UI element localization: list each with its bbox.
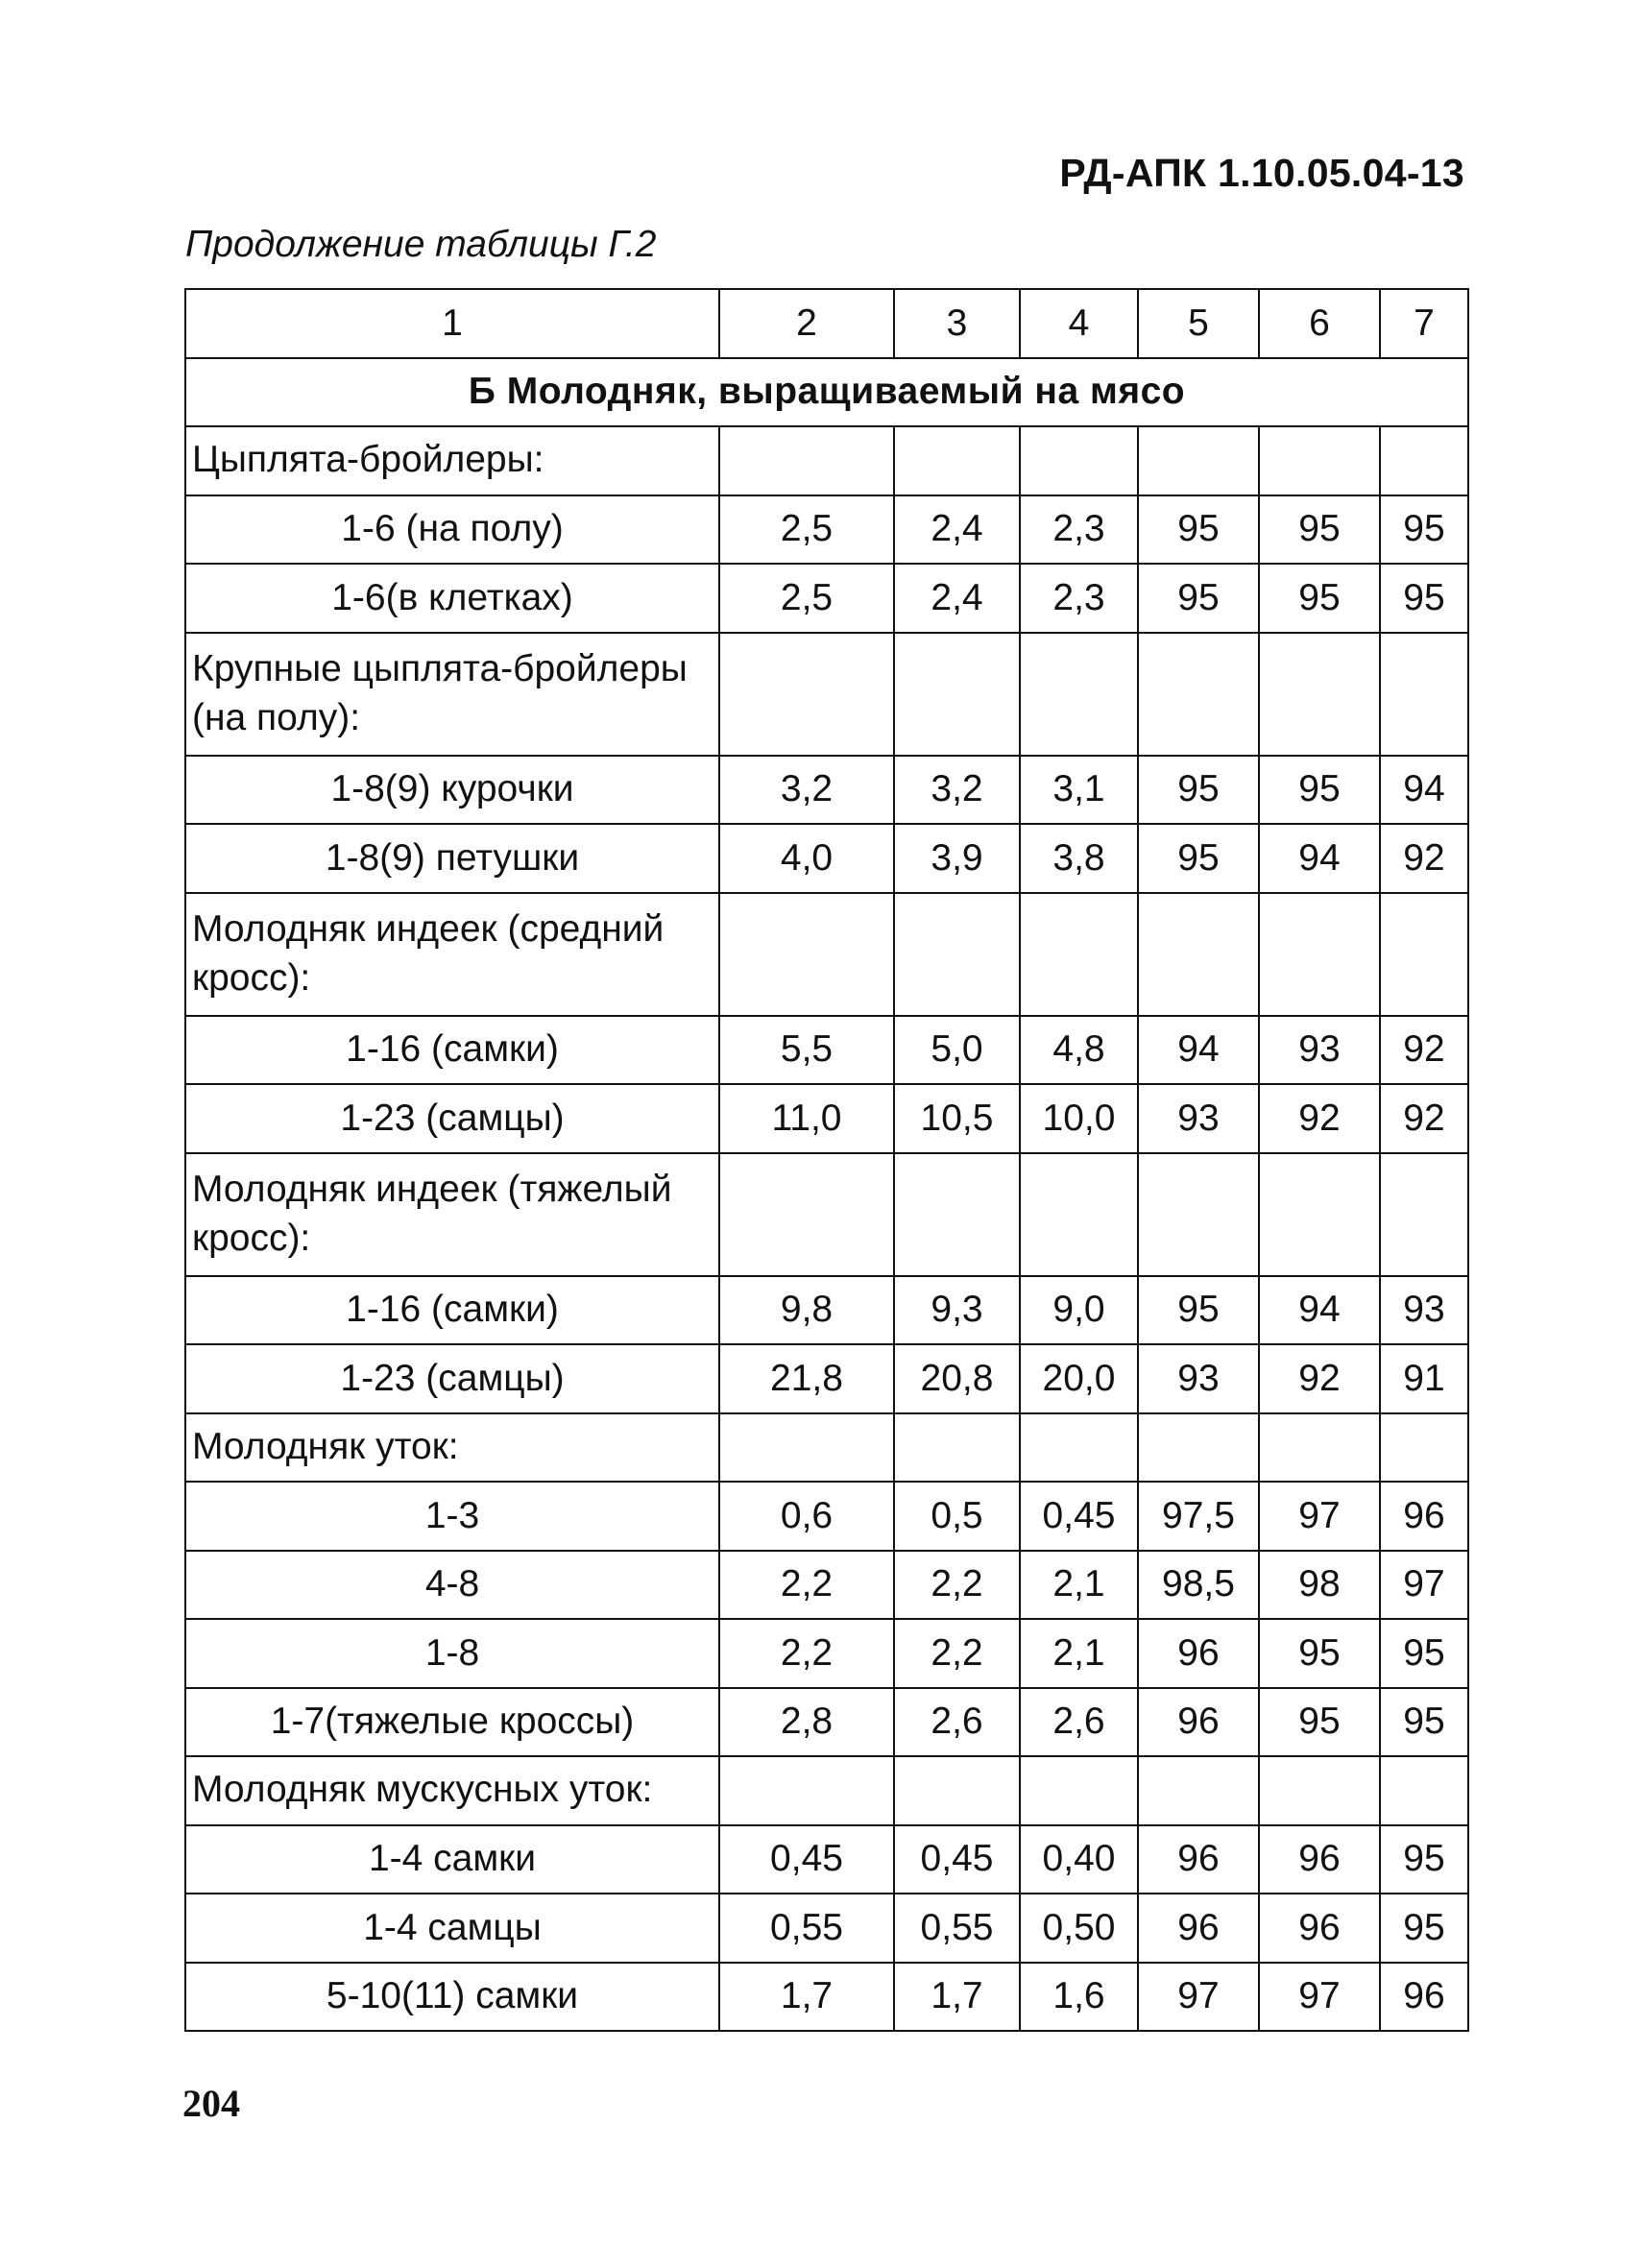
value-cell: 2,2 bbox=[894, 1551, 1020, 1620]
empty-cell bbox=[1020, 1153, 1138, 1276]
table-row bbox=[185, 564, 1468, 633]
empty-cell bbox=[1138, 633, 1259, 756]
row-label: 1-8(9) курочки bbox=[185, 756, 719, 825]
column-header: 7 bbox=[1380, 289, 1468, 358]
value-cell: 0,55 bbox=[719, 1894, 894, 1963]
value-cell: 10,5 bbox=[894, 1084, 1020, 1153]
empty-cell bbox=[1380, 633, 1468, 756]
value-cell: 9,8 bbox=[719, 1276, 894, 1345]
value-cell: 93 bbox=[1138, 1344, 1259, 1413]
value-cell: 1,7 bbox=[719, 1963, 894, 2032]
row-label: 4-8 bbox=[185, 1551, 719, 1620]
group-row bbox=[185, 633, 1468, 756]
group-row bbox=[185, 426, 1468, 495]
group-label: Молодняк индеек (тяжелый кросс): bbox=[185, 1153, 719, 1276]
group-label: Крупные цыплята-бройлеры (на полу): bbox=[185, 633, 719, 756]
empty-cell bbox=[1138, 1413, 1259, 1483]
value-cell: 95 bbox=[1138, 756, 1259, 825]
table-row bbox=[185, 1016, 1468, 1085]
empty-cell bbox=[1380, 1153, 1468, 1276]
value-cell: 2,6 bbox=[1020, 1688, 1138, 1757]
value-cell: 2,2 bbox=[894, 1619, 1020, 1688]
empty-cell bbox=[894, 1413, 1020, 1483]
value-cell: 2,5 bbox=[719, 495, 894, 565]
table-caption: Продолжение таблицы Г.2 bbox=[185, 224, 657, 265]
value-cell: 0,45 bbox=[894, 1825, 1020, 1894]
column-header: 6 bbox=[1259, 289, 1380, 358]
row-label: 1-4 самки bbox=[185, 1825, 719, 1894]
value-cell: 94 bbox=[1380, 756, 1468, 825]
table-row bbox=[185, 495, 1468, 565]
column-header: 1 bbox=[185, 289, 719, 358]
empty-cell bbox=[1020, 426, 1138, 495]
value-cell: 0,45 bbox=[1020, 1482, 1138, 1551]
empty-cell bbox=[1259, 1153, 1380, 1276]
empty-cell bbox=[1259, 1413, 1380, 1483]
value-cell: 97 bbox=[1138, 1963, 1259, 2032]
value-cell: 95 bbox=[1138, 495, 1259, 565]
row-label: 1-6(в клетках) bbox=[185, 564, 719, 633]
value-cell: 93 bbox=[1259, 1016, 1380, 1085]
empty-cell bbox=[1138, 1153, 1259, 1276]
value-cell: 96 bbox=[1380, 1482, 1468, 1551]
value-cell: 2,3 bbox=[1020, 495, 1138, 565]
group-label: Цыплята-бройлеры: bbox=[185, 426, 719, 495]
empty-cell bbox=[719, 1756, 894, 1825]
empty-cell bbox=[1138, 1756, 1259, 1825]
value-cell: 95 bbox=[1380, 1688, 1468, 1757]
row-label: 1-23 (самцы) bbox=[185, 1084, 719, 1153]
value-cell: 95 bbox=[1259, 1688, 1380, 1757]
row-label: 1-7(тяжелые кроссы) bbox=[185, 1688, 719, 1757]
row-label: 1-23 (самцы) bbox=[185, 1344, 719, 1413]
value-cell: 0,45 bbox=[719, 1825, 894, 1894]
value-cell: 11,0 bbox=[719, 1084, 894, 1153]
empty-cell bbox=[1020, 893, 1138, 1016]
empty-cell bbox=[1020, 1413, 1138, 1483]
value-cell: 92 bbox=[1380, 1084, 1468, 1153]
column-header: 2 bbox=[719, 289, 894, 358]
table-row bbox=[185, 1276, 1468, 1345]
empty-cell bbox=[1380, 426, 1468, 495]
value-cell: 95 bbox=[1138, 1276, 1259, 1345]
empty-cell bbox=[1380, 1413, 1468, 1483]
data-table bbox=[184, 288, 1469, 2032]
table-row bbox=[185, 1688, 1468, 1757]
value-cell: 5,0 bbox=[894, 1016, 1020, 1085]
value-cell: 92 bbox=[1259, 1084, 1380, 1153]
value-cell: 95 bbox=[1380, 495, 1468, 565]
empty-cell bbox=[1259, 426, 1380, 495]
table-row bbox=[185, 1825, 1468, 1894]
value-cell: 2,4 bbox=[894, 495, 1020, 565]
value-cell: 98,5 bbox=[1138, 1551, 1259, 1620]
value-cell: 94 bbox=[1138, 1016, 1259, 1085]
row-label: 5-10(11) самки bbox=[185, 1963, 719, 2032]
value-cell: 9,0 bbox=[1020, 1276, 1138, 1345]
value-cell: 92 bbox=[1380, 824, 1468, 893]
empty-cell bbox=[719, 1413, 894, 1483]
empty-cell bbox=[1259, 893, 1380, 1016]
value-cell: 97,5 bbox=[1138, 1482, 1259, 1551]
empty-cell bbox=[1138, 893, 1259, 1016]
value-cell: 95 bbox=[1138, 824, 1259, 893]
value-cell: 93 bbox=[1138, 1084, 1259, 1153]
value-cell: 2,2 bbox=[719, 1619, 894, 1688]
table-row bbox=[185, 1551, 1468, 1620]
empty-cell bbox=[894, 1153, 1020, 1276]
group-row bbox=[185, 893, 1468, 1016]
value-cell: 95 bbox=[1259, 756, 1380, 825]
value-cell: 94 bbox=[1259, 824, 1380, 893]
empty-cell bbox=[719, 633, 894, 756]
value-cell: 2,6 bbox=[894, 1688, 1020, 1757]
group-label: Молодняк уток: bbox=[185, 1413, 719, 1483]
value-cell: 95 bbox=[1259, 495, 1380, 565]
value-cell: 3,2 bbox=[719, 756, 894, 825]
value-cell: 0,6 bbox=[719, 1482, 894, 1551]
value-cell: 2,5 bbox=[719, 564, 894, 633]
row-label: 1-3 bbox=[185, 1482, 719, 1551]
value-cell: 3,9 bbox=[894, 824, 1020, 893]
value-cell: 92 bbox=[1259, 1344, 1380, 1413]
row-label: 1-16 (самки) bbox=[185, 1016, 719, 1085]
empty-cell bbox=[894, 633, 1020, 756]
value-cell: 96 bbox=[1259, 1825, 1380, 1894]
empty-cell bbox=[1020, 1756, 1138, 1825]
empty-cell bbox=[1259, 1756, 1380, 1825]
value-cell: 97 bbox=[1259, 1963, 1380, 2032]
document-code: РД-АПК 1.10.05.04-13 bbox=[1059, 151, 1464, 195]
column-header-row bbox=[185, 289, 1468, 358]
empty-cell bbox=[894, 426, 1020, 495]
empty-cell bbox=[719, 893, 894, 1016]
table-row bbox=[185, 756, 1468, 825]
value-cell: 2,3 bbox=[1020, 564, 1138, 633]
table-row bbox=[185, 1084, 1468, 1153]
empty-cell bbox=[1380, 1756, 1468, 1825]
value-cell: 3,2 bbox=[894, 756, 1020, 825]
value-cell: 96 bbox=[1138, 1894, 1259, 1963]
value-cell: 95 bbox=[1259, 564, 1380, 633]
group-label: Молодняк индеек (средний кросс): bbox=[185, 893, 719, 1016]
table-row bbox=[185, 1482, 1468, 1551]
value-cell: 96 bbox=[1259, 1894, 1380, 1963]
section-title: Б Молодняк, выращиваемый на мясо bbox=[185, 358, 1468, 427]
empty-cell bbox=[1259, 633, 1380, 756]
section-title-row bbox=[185, 358, 1468, 427]
value-cell: 2,4 bbox=[894, 564, 1020, 633]
row-label: 1-4 самцы bbox=[185, 1894, 719, 1963]
value-cell: 5,5 bbox=[719, 1016, 894, 1085]
empty-cell bbox=[1380, 893, 1468, 1016]
value-cell: 2,1 bbox=[1020, 1619, 1138, 1688]
row-label: 1-8 bbox=[185, 1619, 719, 1688]
value-cell: 3,8 bbox=[1020, 824, 1138, 893]
value-cell: 97 bbox=[1259, 1482, 1380, 1551]
table-row bbox=[185, 1894, 1468, 1963]
row-label: 1-16 (самки) bbox=[185, 1276, 719, 1345]
value-cell: 20,0 bbox=[1020, 1344, 1138, 1413]
empty-cell bbox=[894, 893, 1020, 1016]
value-cell: 2,1 bbox=[1020, 1551, 1138, 1620]
value-cell: 0,40 bbox=[1020, 1825, 1138, 1894]
table-body bbox=[185, 289, 1468, 2031]
value-cell: 2,2 bbox=[719, 1551, 894, 1620]
value-cell: 10,0 bbox=[1020, 1084, 1138, 1153]
value-cell: 94 bbox=[1259, 1276, 1380, 1345]
value-cell: 0,5 bbox=[894, 1482, 1020, 1551]
value-cell: 96 bbox=[1380, 1963, 1468, 2032]
empty-cell bbox=[894, 1756, 1020, 1825]
value-cell: 0,55 bbox=[894, 1894, 1020, 1963]
value-cell: 21,8 bbox=[719, 1344, 894, 1413]
table-row bbox=[185, 1963, 1468, 2032]
value-cell: 97 bbox=[1380, 1551, 1468, 1620]
value-cell: 1,6 bbox=[1020, 1963, 1138, 2032]
value-cell: 92 bbox=[1380, 1016, 1468, 1085]
value-cell: 3,1 bbox=[1020, 756, 1138, 825]
table-row bbox=[185, 1344, 1468, 1413]
value-cell: 95 bbox=[1380, 1894, 1468, 1963]
group-row bbox=[185, 1413, 1468, 1483]
value-cell: 4,0 bbox=[719, 824, 894, 893]
value-cell: 95 bbox=[1380, 564, 1468, 633]
page-number: 204 bbox=[182, 2082, 240, 2125]
value-cell: 96 bbox=[1138, 1688, 1259, 1757]
value-cell: 91 bbox=[1380, 1344, 1468, 1413]
value-cell: 95 bbox=[1380, 1825, 1468, 1894]
row-label: 1-8(9) петушки bbox=[185, 824, 719, 893]
value-cell: 95 bbox=[1138, 564, 1259, 633]
value-cell: 96 bbox=[1138, 1825, 1259, 1894]
value-cell: 95 bbox=[1259, 1619, 1380, 1688]
value-cell: 4,8 bbox=[1020, 1016, 1138, 1085]
value-cell: 9,3 bbox=[894, 1276, 1020, 1345]
empty-cell bbox=[719, 1153, 894, 1276]
table-row bbox=[185, 824, 1468, 893]
group-row bbox=[185, 1153, 1468, 1276]
table-row bbox=[185, 1619, 1468, 1688]
value-cell: 1,7 bbox=[894, 1963, 1020, 2032]
value-cell: 96 bbox=[1138, 1619, 1259, 1688]
column-header: 3 bbox=[894, 289, 1020, 358]
value-cell: 95 bbox=[1380, 1619, 1468, 1688]
empty-cell bbox=[1020, 633, 1138, 756]
group-label: Молодняк мускусных уток: bbox=[185, 1756, 719, 1825]
value-cell: 0,50 bbox=[1020, 1894, 1138, 1963]
group-row bbox=[185, 1756, 1468, 1825]
row-label: 1-6 (на полу) bbox=[185, 495, 719, 565]
value-cell: 98 bbox=[1259, 1551, 1380, 1620]
empty-cell bbox=[1138, 426, 1259, 495]
column-header: 4 bbox=[1020, 289, 1138, 358]
column-header: 5 bbox=[1138, 289, 1259, 358]
value-cell: 2,8 bbox=[719, 1688, 894, 1757]
value-cell: 20,8 bbox=[894, 1344, 1020, 1413]
empty-cell bbox=[719, 426, 894, 495]
value-cell: 93 bbox=[1380, 1276, 1468, 1345]
